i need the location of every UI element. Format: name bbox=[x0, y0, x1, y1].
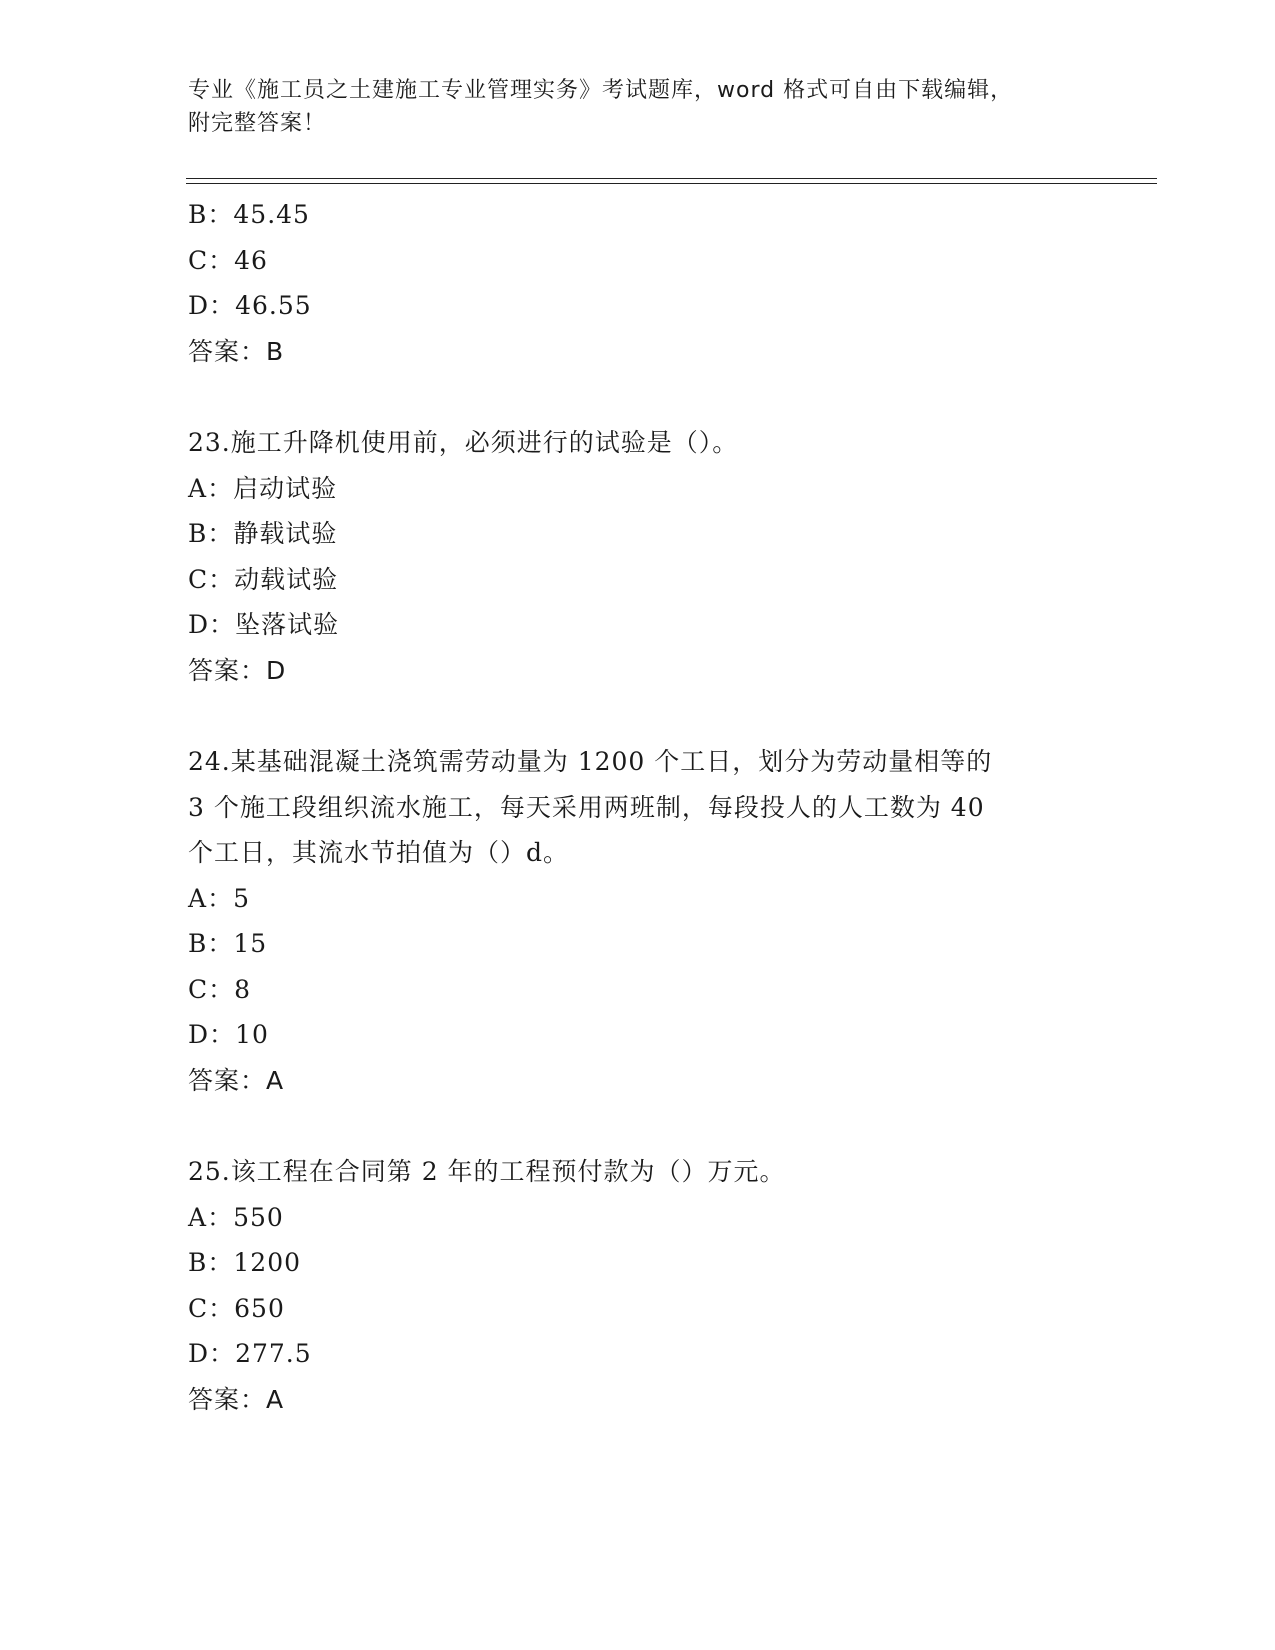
option-a: A：5 bbox=[188, 883, 250, 913]
option-c: C：46 bbox=[188, 245, 268, 275]
question-text: 23.施工升降机使用前，必须进行的试验是（）。 bbox=[188, 428, 739, 457]
question-text-line-1: 24.某基础混凝土浇筑需劳动量为 1200 个工日，划分为劳动量相等的 bbox=[188, 747, 993, 776]
option-d: D：坠落试验 bbox=[188, 610, 340, 639]
answer-line: 答案：B bbox=[188, 336, 285, 366]
option-c: C：650 bbox=[188, 1293, 285, 1323]
option-a: A：启动试验 bbox=[188, 473, 338, 503]
document-header bbox=[188, 74, 1088, 140]
answer-line: 答案：A bbox=[188, 1065, 285, 1095]
header-divider-top bbox=[186, 178, 1157, 179]
option-d: D：46.55 bbox=[188, 291, 312, 320]
document-body bbox=[188, 192, 1108, 1422]
option-b: B：15 bbox=[188, 929, 268, 958]
question-block-23 bbox=[188, 420, 1108, 693]
answer-line: 答案：D bbox=[188, 655, 287, 685]
header-divider-bottom bbox=[186, 183, 1157, 184]
option-b: B：45.45 bbox=[188, 200, 310, 229]
question-text-line-3: 个工日，其流水节拍值为（）d。 bbox=[188, 838, 570, 867]
question-text: 25.该工程在合同第 2 年的工程预付款为（）万元。 bbox=[188, 1157, 786, 1186]
header-line-2: 附完整答案！ bbox=[188, 111, 327, 136]
option-b: B：静载试验 bbox=[188, 519, 338, 548]
question-block-25 bbox=[188, 1149, 1108, 1422]
question-block-22 bbox=[188, 192, 1108, 374]
option-c: C：动载试验 bbox=[188, 564, 339, 594]
header-line-1: 专业《施工员之土建施工专业管理实务》考试题库，word 格式可自由下载编辑， bbox=[188, 78, 1014, 103]
option-c: C：8 bbox=[188, 974, 252, 1004]
option-d: D：10 bbox=[188, 1020, 269, 1049]
option-d: D：277.5 bbox=[188, 1339, 312, 1368]
option-a: A：550 bbox=[188, 1202, 284, 1232]
question-block-24 bbox=[188, 739, 1108, 1103]
answer-line: 答案：A bbox=[188, 1384, 285, 1414]
option-b: B：1200 bbox=[188, 1248, 302, 1277]
question-text-line-2: 3 个施工段组织流水施工，每天采用两班制，每段投人的人工数为 40 bbox=[188, 792, 985, 822]
